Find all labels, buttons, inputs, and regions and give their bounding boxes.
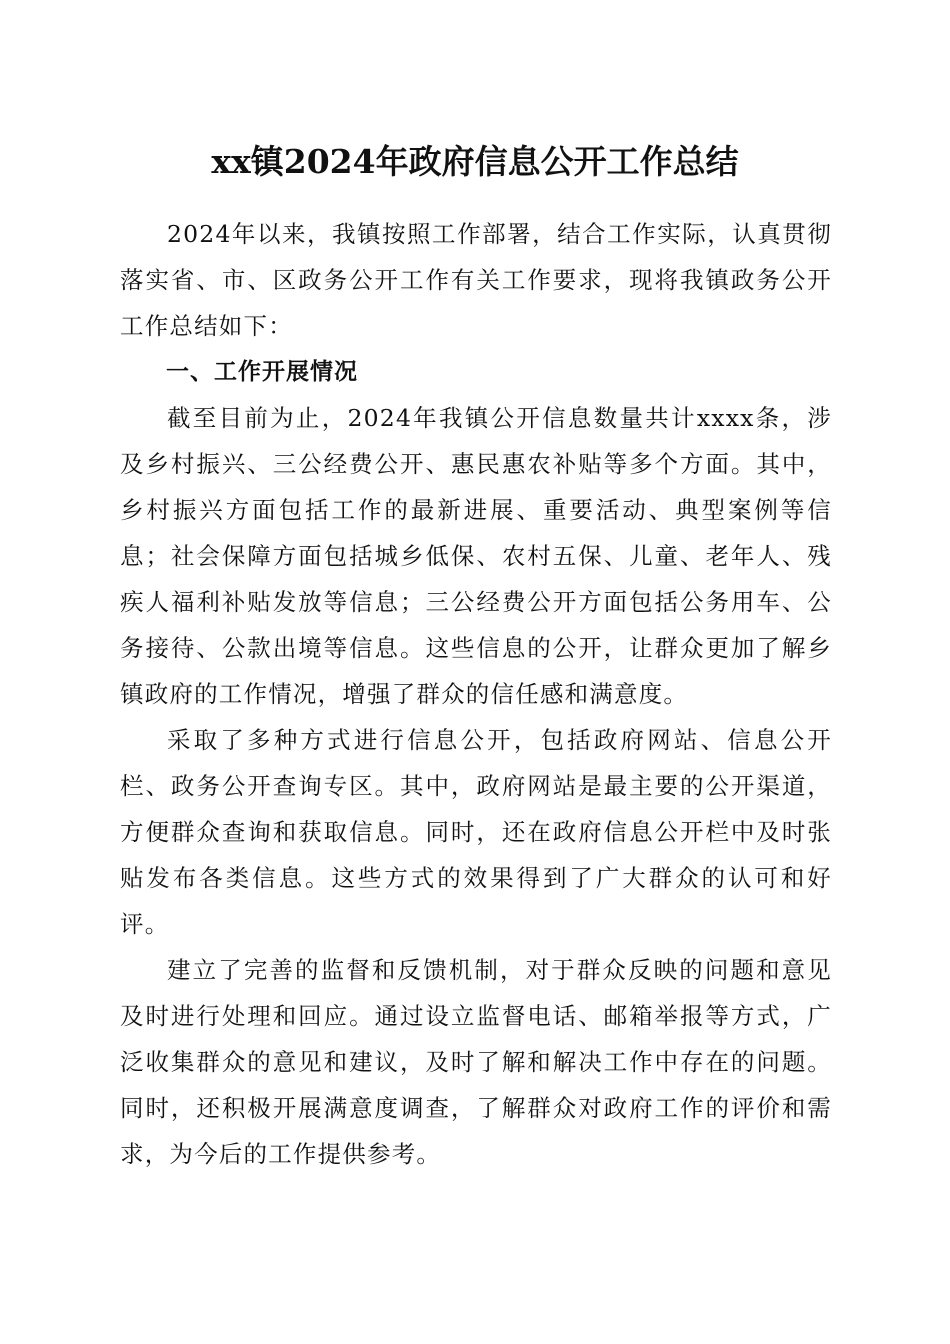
body-paragraph-2: 采取了多种方式进行信息公开，包括政府网站、信息公开栏、政务公开查询专区。其中，政府网站是最主要的公开渠道，方便群众查询和获取信息。同时，还在政府信息公开栏中及时张贴发布各类信息。这些方式的效果得到了广大群众的认可和好评。 — [120, 726, 832, 938]
document-title: xx镇2024年政府信息公开工作总结 — [211, 142, 739, 181]
body-paragraph-3: 建立了完善的监督和反馈机制，对于群众反映的问题和意见及时进行处理和回应。通过设立监督电话、邮箱举报等方式，广泛收集群众的意见和建议，及时了解和解决工作中存在的问题。同时，还积极开展满意度调查，了解群众对政府工作的评价和需求，为今后的工作提供参考。 — [120, 956, 832, 1168]
intro-paragraph: 2024年以来，我镇按照工作部署，结合工作实际，认真贯彻落实省、市、区政务公开工作有关工作要求，现将我镇政务公开工作总结如下： — [120, 220, 832, 340]
section-heading: 一、工作开展情况 — [166, 359, 358, 385]
body-paragraph-1: 截至目前为止，2024年我镇公开信息数量共计xxxx条，涉及乡村振兴、三公经费公开、惠民惠农补贴等多个方面。其中，乡村振兴方面包括工作的最新进展、重要活动、典型案例等信息；社会保障方面包括城乡低保、农村五保、儿童、老年人、残疾人福利补贴发放等信息；三公经费公开方面包括公务用车、公务接待、公款出境等信息。这些信息的公开，让群众更加了解乡镇政府的工作情况，增强了群众的信任感和满意度。 — [120, 404, 832, 708]
document-body — [120, 211, 832, 1177]
